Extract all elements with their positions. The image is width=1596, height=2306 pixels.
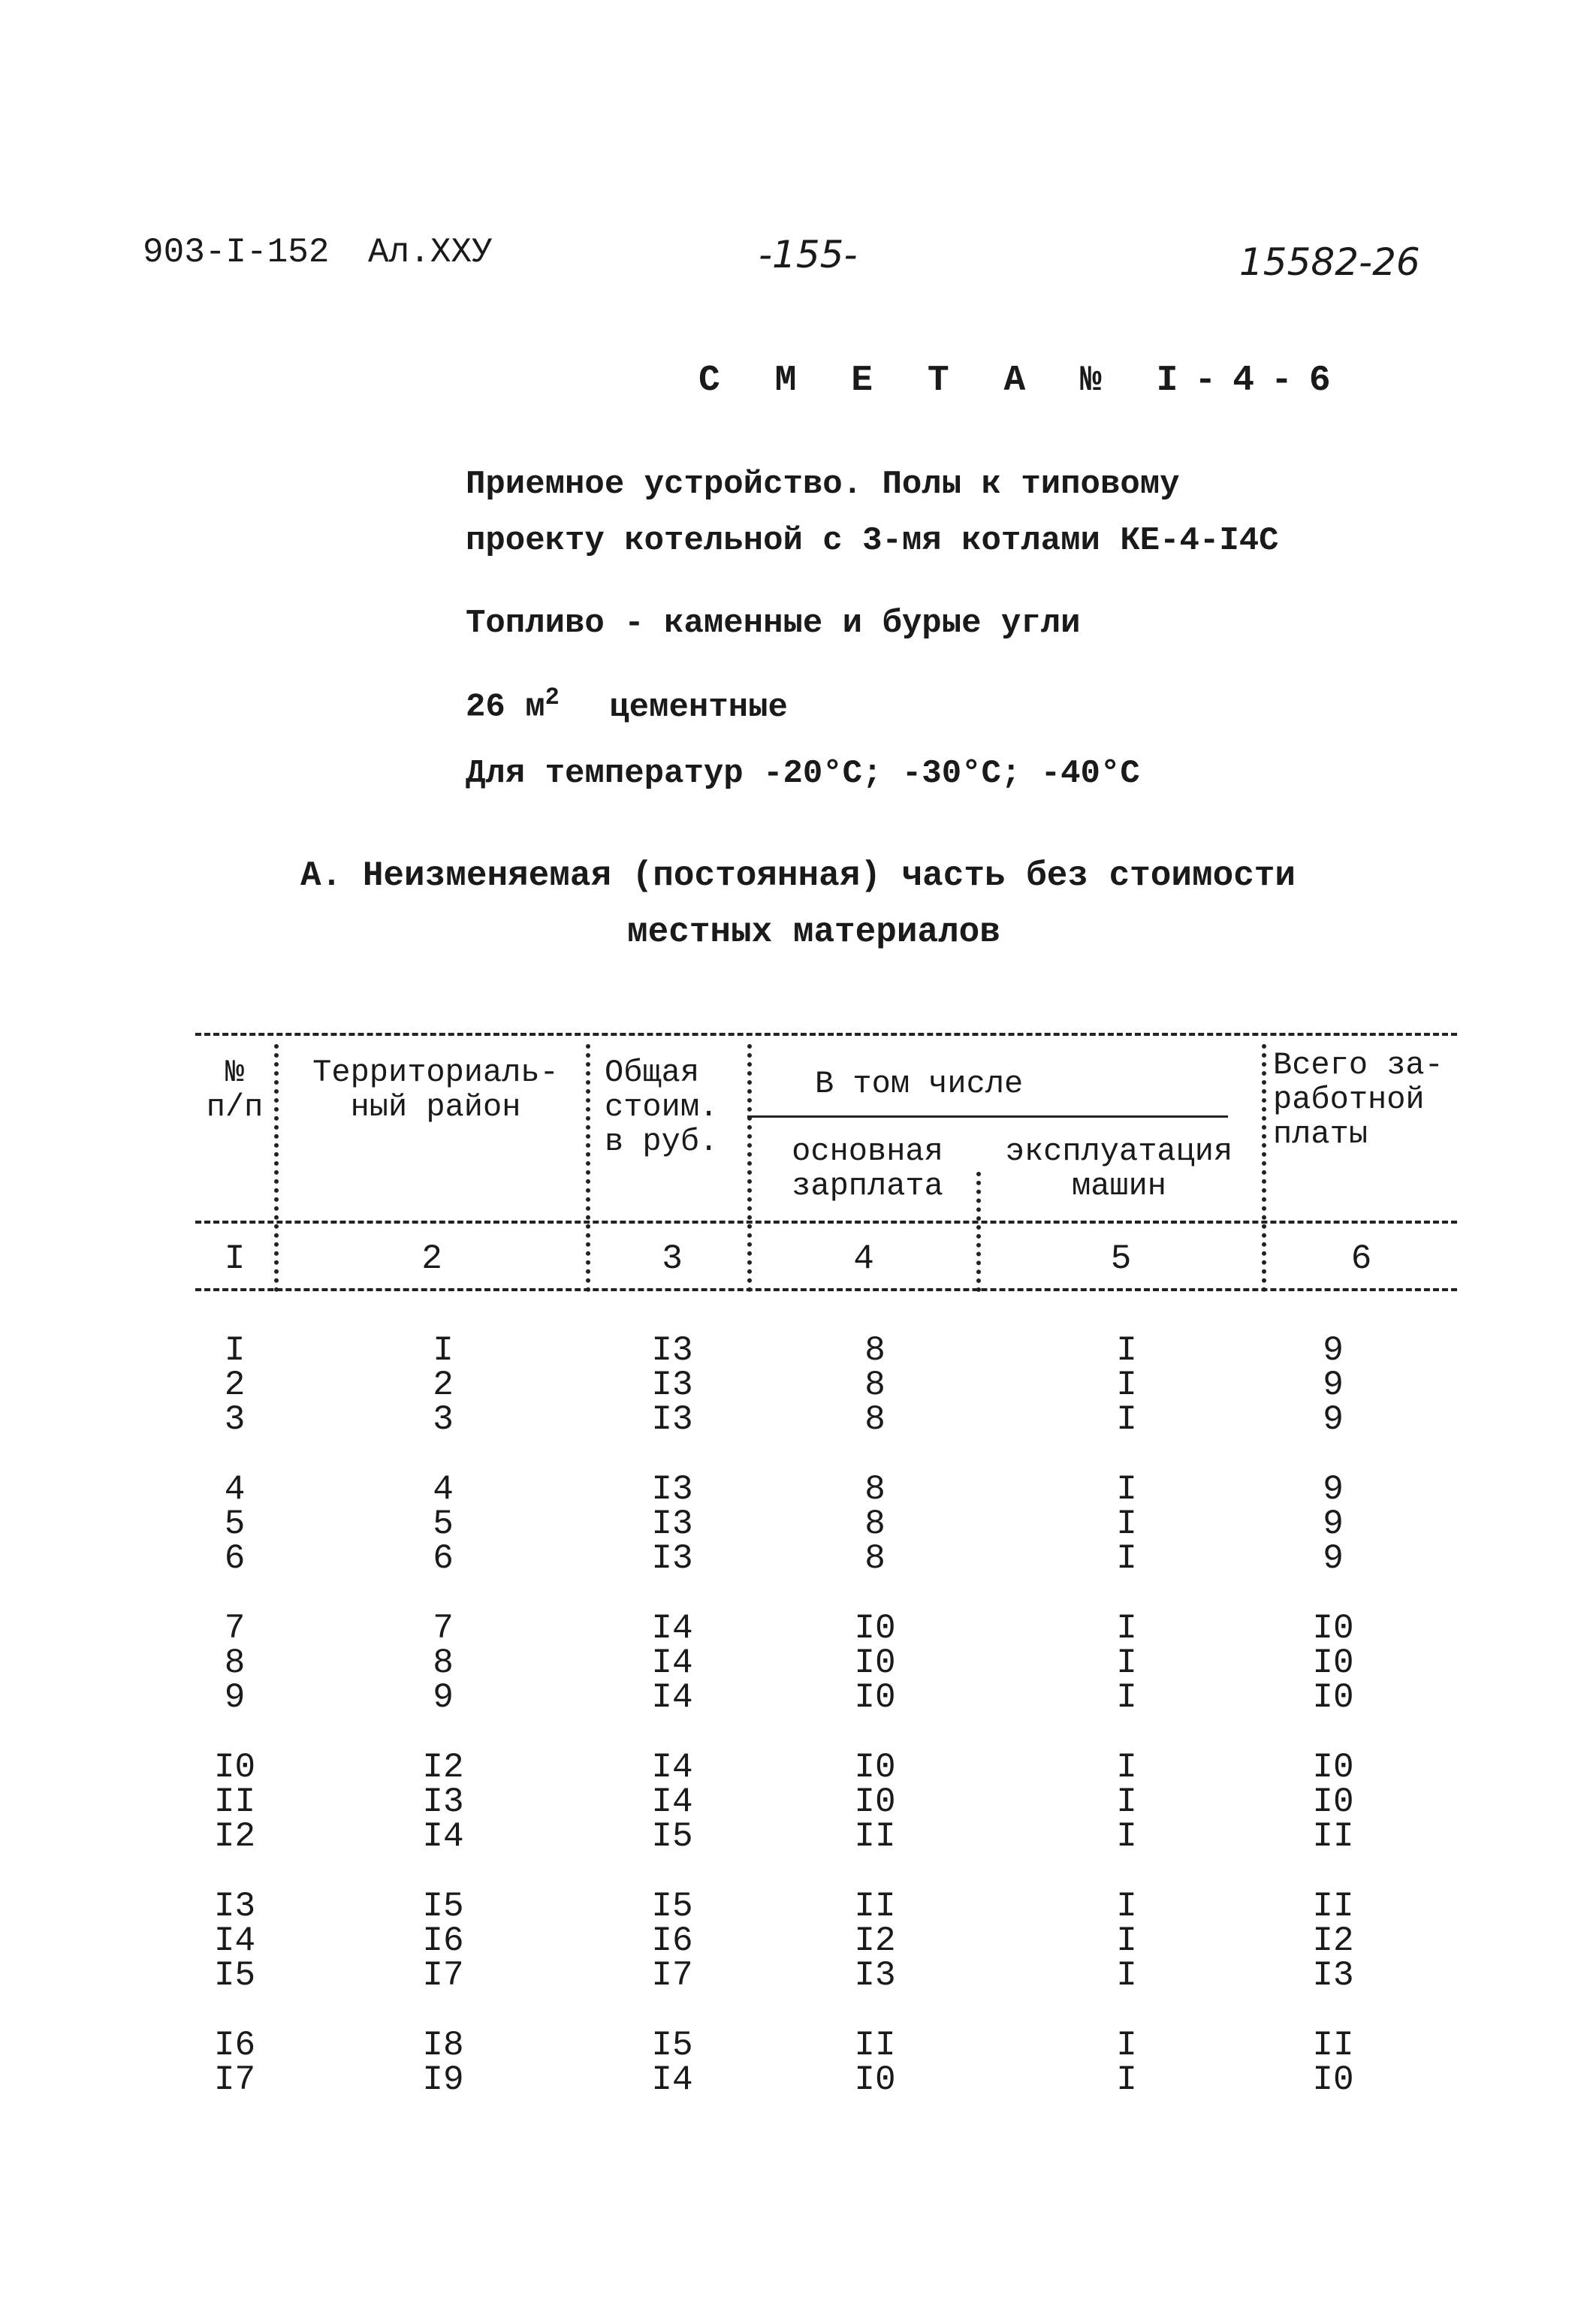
cell-total-cost: I3 [651,1470,693,1509]
cell-number: 8 [224,1643,246,1683]
cell-base-salary: I0 [854,1678,896,1717]
cell-machine-operation: I [1116,1956,1137,1995]
cell-total-cost: I3 [651,1505,693,1544]
table-group-6-wages [1269,2028,1397,2097]
column-number-3: 3 [662,1239,683,1278]
cell-total-wages: I0 [1312,1748,1354,1787]
column-separator-3 [747,1044,752,1292]
cell-region: I3 [422,1782,464,1822]
cell-number: I0 [213,1748,256,1787]
cell-region: I5 [422,1887,464,1926]
cell-number: I2 [213,1817,256,1856]
cell-region: 8 [433,1643,454,1683]
table-group-1-region [353,1333,533,1437]
table-group-6-region [353,2028,533,2097]
cell-region: I4 [422,1817,464,1856]
table-group-6-total [601,2028,744,2097]
table-group-2-salary [781,1472,969,1576]
cell-number: 9 [224,1678,246,1717]
cell-number: I5 [213,1956,256,1995]
cell-total-wages: 9 [1323,1331,1344,1370]
cell-total-cost: I3 [651,1400,693,1439]
floor-type: цементные [609,688,788,726]
section-title-line-1: А. Неизменяемая (постоянная) часть без стоимости [300,856,1296,895]
cell-total-wages: 9 [1323,1539,1344,1578]
cell-number: II [213,1782,256,1822]
cell-machine-operation: I [1116,1505,1137,1544]
cell-total-wages: 9 [1323,1366,1344,1405]
cell-machine-operation: I [1116,1331,1137,1370]
cell-total-wages: I0 [1312,1678,1354,1717]
fuel-type: Топливо - каменные и бурые угли [466,605,1081,642]
description-line-1: Приемное устройство. Полы к типовому [466,466,1180,503]
cell-region: I [433,1331,454,1370]
table-group-1-total [601,1333,744,1437]
cell-total-cost: I5 [651,1887,693,1926]
cell-region: I2 [422,1748,464,1787]
table-group-5-no [199,1889,270,1993]
table-group-2-region [353,1472,533,1576]
table-group-4-machines [1051,1750,1202,1854]
floor-area-value: 26 м [466,688,545,726]
column-number-5: 5 [1110,1239,1132,1278]
table-group-4-wages [1269,1750,1397,1854]
cell-region: I7 [422,1956,464,1995]
cell-region: 7 [433,1609,454,1648]
header-bottom-rule [195,1221,1457,1224]
cell-base-salary: II [854,1887,896,1926]
header-total-wages: Всего за- работной платы [1273,1047,1444,1152]
header-including: В том числе [815,1066,1024,1102]
estimate-title: С М Е Т А № I-4-6 [698,361,1347,401]
table-group-2-wages [1269,1472,1397,1576]
column-number-2: 2 [421,1239,442,1278]
cell-base-salary: I0 [854,2060,896,2099]
table-group-2-total [601,1472,744,1576]
cell-machine-operation: I [1116,1817,1137,1856]
cell-number: I [224,1331,246,1370]
table-group-3-salary [781,1611,969,1715]
cell-number: 7 [224,1609,246,1648]
column-number-6: 6 [1350,1239,1372,1278]
table-group-2-no [199,1472,270,1576]
cell-machine-operation: I [1116,1678,1137,1717]
cell-machine-operation: I [1116,1782,1137,1822]
cell-machine-operation: I [1116,2026,1137,2065]
page-number: -155- [759,233,858,276]
table-group-1-salary [781,1333,969,1437]
header-number: № п/п [206,1055,264,1125]
cell-total-cost: I5 [651,2026,693,2065]
cell-base-salary: 8 [864,1505,885,1544]
cell-base-salary: I0 [854,1782,896,1822]
table-group-5-wages [1269,1889,1397,1993]
cell-total-wages: I0 [1312,2060,1354,2099]
table-group-2-machines [1051,1472,1202,1576]
table-group-3-machines [1051,1611,1202,1715]
cell-total-cost: I5 [651,1817,693,1856]
cell-base-salary: 8 [864,1400,885,1439]
cell-region: 9 [433,1678,454,1717]
cell-total-cost: I4 [651,1678,693,1717]
column-separator-5 [1262,1044,1266,1292]
cell-total-wages: II [1312,1817,1354,1856]
cell-number: 4 [224,1470,246,1509]
header-base-salary: основная зарплата [792,1133,943,1204]
cell-total-wages: II [1312,1887,1354,1926]
cell-base-salary: I3 [854,1956,896,1995]
cell-region: 4 [433,1470,454,1509]
cell-base-salary: 8 [864,1470,885,1509]
cell-total-cost: I4 [651,2060,693,2099]
floor-area [466,684,788,726]
table-group-3-region [353,1611,533,1715]
album-number: Ал.XXУ [368,233,493,272]
cell-region: 3 [433,1400,454,1439]
cell-machine-operation: I [1116,1366,1137,1405]
cell-base-salary: I0 [854,1748,896,1787]
cell-base-salary: I2 [854,1921,896,1960]
header-machine-operation: эксплуатация машин [1005,1133,1233,1204]
cell-number: I3 [213,1887,256,1926]
cell-total-wages: 9 [1323,1505,1344,1544]
cell-number: 6 [224,1539,246,1578]
cell-number: I6 [213,2026,256,2065]
cell-region: I6 [422,1921,464,1960]
table-top-rule [195,1033,1457,1036]
cell-base-salary: 8 [864,1539,885,1578]
table-group-1-machines [1051,1333,1202,1437]
cell-machine-operation: I [1116,1400,1137,1439]
cell-total-cost: I4 [651,1643,693,1683]
cell-total-cost: I6 [651,1921,693,1960]
table-group-4-region [353,1750,533,1854]
cell-base-salary: II [854,1817,896,1856]
floor-area-unit-sup: 2 [545,684,560,711]
table-group-3-no [199,1611,270,1715]
table-group-1-wages [1269,1333,1397,1437]
cell-total-cost: I4 [651,1609,693,1648]
cell-total-wages: I0 [1312,1643,1354,1683]
cell-region: I8 [422,2026,464,2065]
cell-total-cost: I3 [651,1539,693,1578]
cell-machine-operation: I [1116,1609,1137,1648]
cell-machine-operation: I [1116,1887,1137,1926]
cell-total-wages: 9 [1323,1400,1344,1439]
table-group-1-no [199,1333,270,1437]
cell-machine-operation: I [1116,1921,1137,1960]
table-group-6-machines [1051,2028,1202,2097]
table-group-4-total [601,1750,744,1854]
table-group-5-region [353,1889,533,1993]
cell-total-wages: I0 [1312,1782,1354,1822]
cell-machine-operation: I [1116,1470,1137,1509]
cell-machine-operation: I [1116,2060,1137,2099]
table-group-3-wages [1269,1611,1397,1715]
cell-total-wages: I0 [1312,1609,1354,1648]
table-group-5-machines [1051,1889,1202,1993]
document-code: 903-I-152 [143,233,330,272]
column-separator-1 [274,1044,279,1292]
column-numbers-rule [195,1288,1457,1291]
cell-machine-operation: I [1116,1748,1137,1787]
cell-region: 2 [433,1366,454,1405]
cell-number: I7 [213,2060,256,2099]
column-number-1: I [224,1239,246,1278]
inventory-number: 15582-26 [1239,240,1420,284]
cell-number: 2 [224,1366,246,1405]
cell-region: 6 [433,1539,454,1578]
description-line-2: проекту котельной с 3-мя котлами КЕ-4-I4С [466,522,1279,560]
header-total-cost: Общая стоим. в руб. [605,1055,719,1160]
table-group-5-salary [781,1889,969,1993]
table-group-6-no [199,2028,270,2097]
table-group-3-total [601,1611,744,1715]
cell-machine-operation: I [1116,1643,1137,1683]
cell-base-salary: I0 [854,1643,896,1683]
cell-total-wages: I2 [1312,1921,1354,1960]
column-separator-2 [586,1044,590,1292]
cell-number: 3 [224,1400,246,1439]
section-title-line-2: местных материалов [627,913,1000,952]
cell-total-cost: I3 [651,1331,693,1370]
cell-base-salary: 8 [864,1331,885,1370]
table-group-4-salary [781,1750,969,1854]
group-header-rule [747,1115,1228,1118]
table-group-6-salary [781,2028,969,2097]
cell-total-wages: II [1312,2026,1354,2065]
cell-total-wages: 9 [1323,1470,1344,1509]
cell-region: I9 [422,2060,464,2099]
header-region: Территориаль- ный район [312,1055,559,1125]
column-number-4: 4 [853,1239,874,1278]
cell-base-salary: II [854,2026,896,2065]
cell-total-cost: I3 [651,1366,693,1405]
table-group-4-no [199,1750,270,1854]
cell-region: 5 [433,1505,454,1544]
cell-total-cost: I4 [651,1782,693,1822]
cell-number: I4 [213,1921,256,1960]
temperature-range: Для температур -20°С; -30°С; -40°С [466,755,1140,792]
table-group-5-total [601,1889,744,1993]
cell-total-cost: I7 [651,1956,693,1995]
cell-base-salary: 8 [864,1366,885,1405]
cell-total-cost: I4 [651,1748,693,1787]
cell-total-wages: I3 [1312,1956,1354,1995]
cell-base-salary: I0 [854,1609,896,1648]
cell-number: 5 [224,1505,246,1544]
cell-machine-operation: I [1116,1539,1137,1578]
